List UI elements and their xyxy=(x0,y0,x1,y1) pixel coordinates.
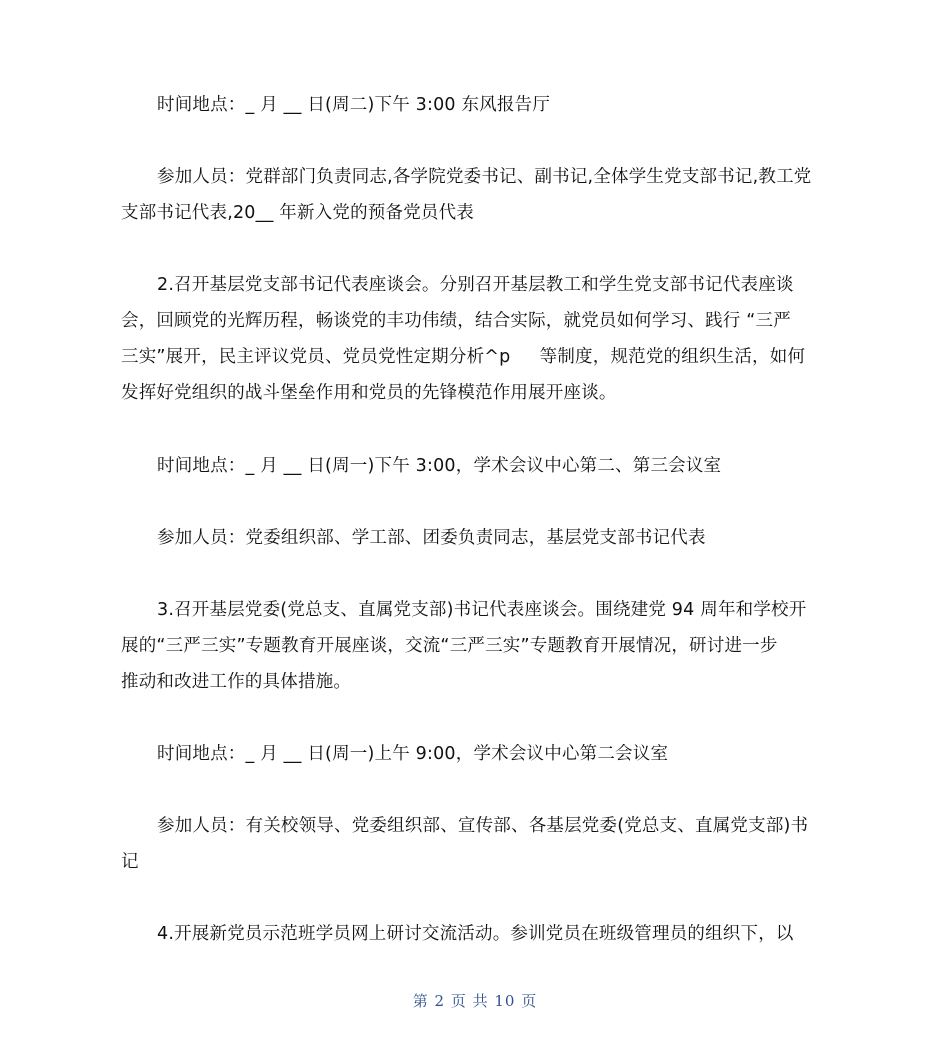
text-line: 支部书记代表,20__ 年新入党的预备党员代表 xyxy=(121,203,474,223)
text-line: 时间地点：_ 月 __ 日(周一)下午 3:00，学术会议中心第二、第三会议室 xyxy=(157,456,722,476)
paragraph-time-place-1 xyxy=(121,87,841,123)
paragraph-item-2 xyxy=(121,267,841,411)
paragraph-participants-3 xyxy=(121,808,841,880)
text-line: 推动和改进工作的具体措施。 xyxy=(121,672,352,692)
text-line: 会，回顾党的光辉历程，畅谈党的丰功伟绩，结合实际，就党员如何学习、践行 “三严 xyxy=(121,311,791,331)
paragraph-participants-2 xyxy=(121,520,841,556)
text-line: 三实”展开，民主评议党员、党员党性定期分析^p 等制度，规范党的组织生活，如何 xyxy=(121,347,806,367)
text-line: 参加人员：有关校领导、党委组织部、宣传部、各基层党委(党总支、直属党支部)书 xyxy=(157,816,809,836)
text-line: 参加人员：党群部门负责同志,各学院党委书记、副书记,全体学生党支部书记,教工党 xyxy=(157,167,812,187)
text-line: 3.召开基层党委(党总支、直属党支部)书记代表座谈会。围绕建党 94 周年和学校开 xyxy=(157,600,807,620)
paragraph-item-3 xyxy=(121,592,841,700)
text-line: 记 xyxy=(121,852,139,872)
page-number-footer: 第 2 页 共 10 页 xyxy=(412,992,538,1010)
text-line: 展的“三严三实”专题教育开展座谈，交流“三严三实”专题教育开展情况，研讨进一步 xyxy=(121,636,778,656)
text-line: 2.召开基层党支部书记代表座谈会。分别召开基层教工和学生党支部书记代表座谈 xyxy=(157,275,794,295)
paragraph-time-place-3 xyxy=(121,736,841,772)
text-line: 时间地点：_ 月 __ 日(周一)上午 9:00，学术会议中心第二会议室 xyxy=(157,744,669,764)
paragraph-item-4 xyxy=(121,916,841,952)
paragraph-participants-1 xyxy=(121,159,841,231)
text-line: 发挥好党组织的战斗堡垒作用和党员的先锋模范作用展开座谈。 xyxy=(121,383,617,403)
paragraph-time-place-2 xyxy=(121,448,841,484)
text-line: 4.开展新党员示范班学员网上研讨交流活动。参训党员在班级管理员的组织下，以 xyxy=(157,924,794,944)
text-line: 时间地点：_ 月 __ 日(周二)下午 3:00 东风报告厅 xyxy=(157,95,551,115)
text-line: 参加人员：党委组织部、学工部、团委负责同志，基层党支部书记代表 xyxy=(157,528,706,548)
